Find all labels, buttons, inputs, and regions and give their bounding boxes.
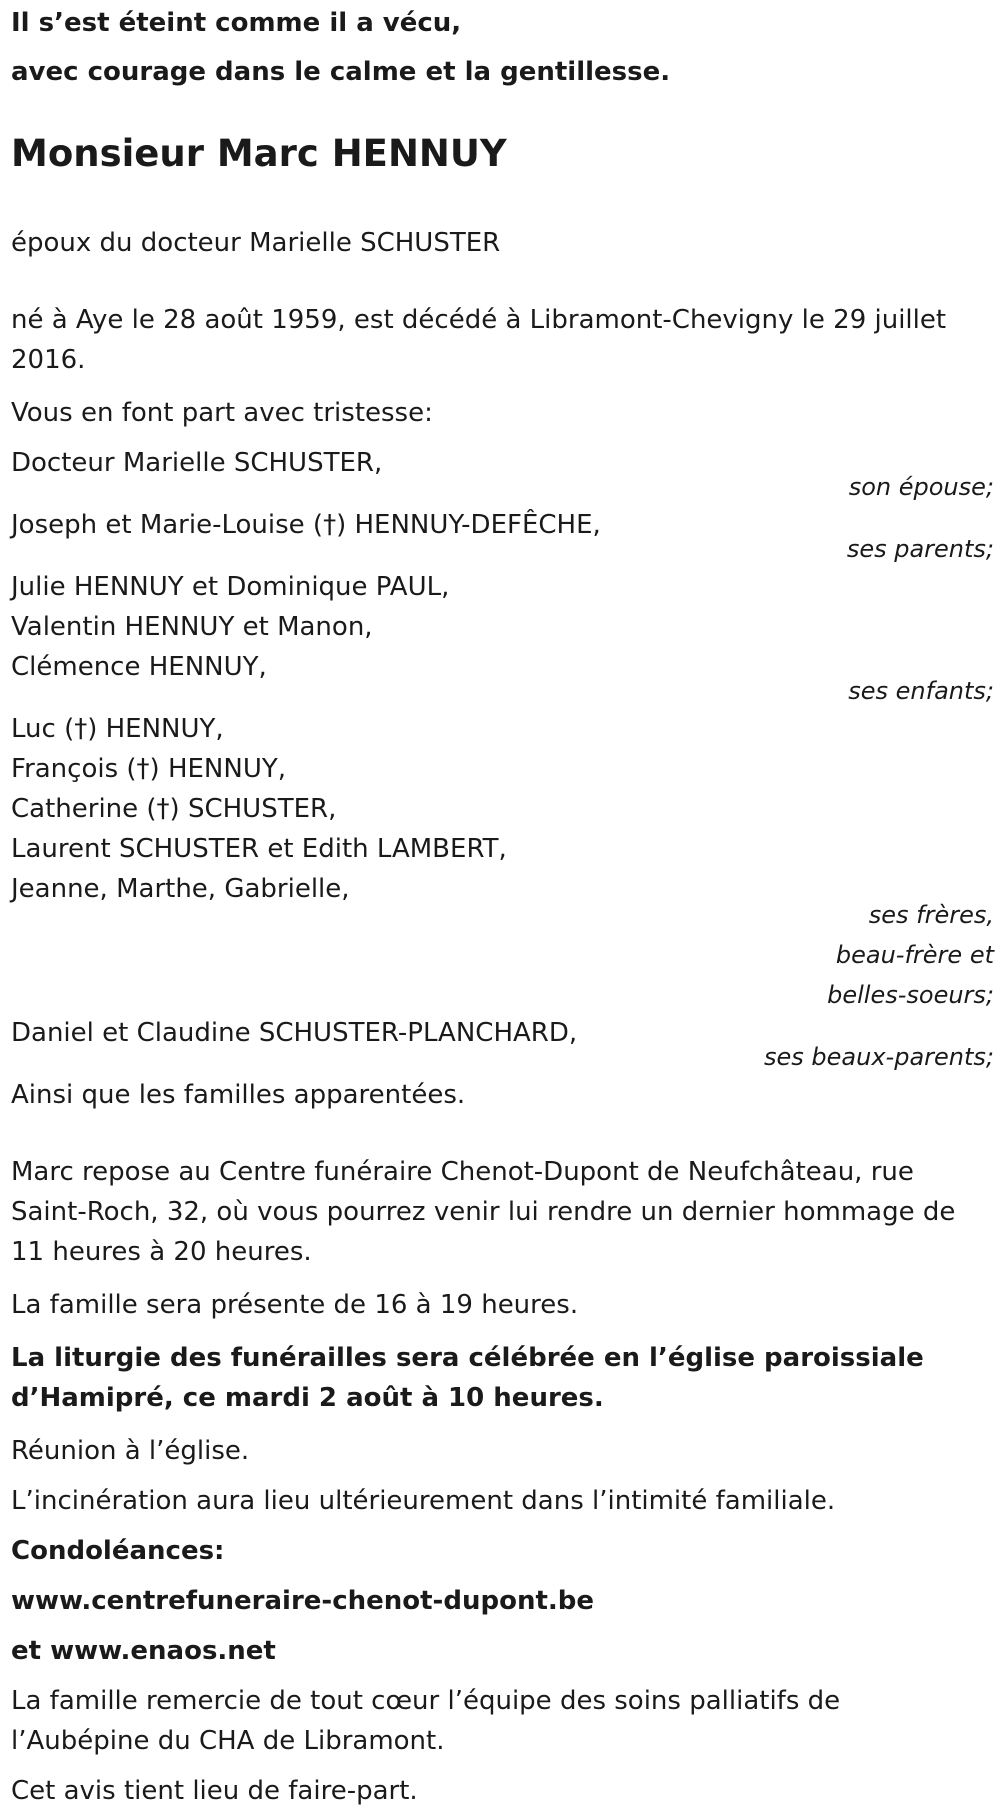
child-name: Clémence HENNUY, <box>11 652 267 682</box>
sibling-name: François (†) HENNUY, <box>11 754 287 784</box>
condolences-website-1[interactable]: www.centrefuneraire-chenot-dupont.be <box>11 1586 595 1616</box>
repose-line-2: Saint-Roch, 32, où vous pourrez venir lui rendre un dernier hommage de <box>11 1197 956 1227</box>
thanks-line-2: l’Aubépine du CHA de Libramont. <box>11 1726 445 1756</box>
in-laws-relation: ses beaux-parents; <box>764 1043 994 1071</box>
quote-line-1: Il s’est éteint comme il a vécu, <box>11 8 462 38</box>
spouse-line: époux du docteur Marielle SCHUSTER <box>11 228 501 258</box>
condolences-website-2[interactable]: et www.enaos.net <box>11 1636 276 1666</box>
children-relation: ses enfants; <box>848 677 994 705</box>
repose-line-3: 11 heures à 20 heures. <box>11 1237 312 1267</box>
quote-line-2: avec courage dans le calme et la gentillesse. <box>11 57 671 87</box>
closing-line: Cet avis tient lieu de faire-part. <box>11 1776 418 1806</box>
siblings-relation-line-2: beau-frère et <box>835 941 994 969</box>
cremation-line: L’incinération aura lieu ultérieurement dans l’intimité familiale. <box>11 1486 836 1516</box>
intro-line: Vous en font part avec tristesse: <box>11 398 433 428</box>
liturgy-line-2: d’Hamipré, ce mardi 2 août à 10 heures. <box>11 1383 604 1413</box>
thanks-line-1: La famille remercie de tout cœur l’équipe des soins palliatifs de <box>11 1686 841 1716</box>
meeting-line: Réunion à l’église. <box>11 1436 250 1466</box>
deceased-name: Monsieur Marc HENNUY <box>11 132 507 175</box>
repose-line-1: Marc repose au Centre funéraire Chenot-Dupont de Neufchâteau, rue <box>11 1157 914 1187</box>
wife-relation: son épouse; <box>848 473 994 501</box>
siblings-relation-line-1: ses frères, <box>868 901 994 929</box>
in-laws-name: Daniel et Claudine SCHUSTER-PLANCHARD, <box>11 1018 578 1048</box>
sibling-name: Luc (†) HENNUY, <box>11 714 224 744</box>
child-name: Julie HENNUY et Dominique PAUL, <box>11 572 450 602</box>
family-presence: La famille sera présente de 16 à 19 heures. <box>11 1290 579 1320</box>
liturgy-line-1: La liturgie des funérailles sera célébrée en l’église paroissiale <box>11 1343 924 1373</box>
birth-death-line-1: né à Aye le 28 août 1959, est décédé à Libramont-Chevigny le 29 juillet <box>11 305 947 335</box>
parents-relation: ses parents; <box>846 535 994 563</box>
condolences-label: Condoléances: <box>11 1536 225 1566</box>
sibling-name: Laurent SCHUSTER et Edith LAMBERT, <box>11 834 507 864</box>
siblings-relation-line-3: belles-soeurs; <box>827 981 994 1009</box>
wife-name: Docteur Marielle SCHUSTER, <box>11 448 383 478</box>
other-families: Ainsi que les familles apparentées. <box>11 1080 466 1110</box>
sibling-name: Catherine (†) SCHUSTER, <box>11 794 337 824</box>
birth-death-line-2: 2016. <box>11 345 86 375</box>
sibling-name: Jeanne, Marthe, Gabrielle, <box>11 874 350 904</box>
parents-name: Joseph et Marie-Louise (†) HENNUY-DEFÊCHE, <box>11 510 601 540</box>
child-name: Valentin HENNUY et Manon, <box>11 612 373 642</box>
